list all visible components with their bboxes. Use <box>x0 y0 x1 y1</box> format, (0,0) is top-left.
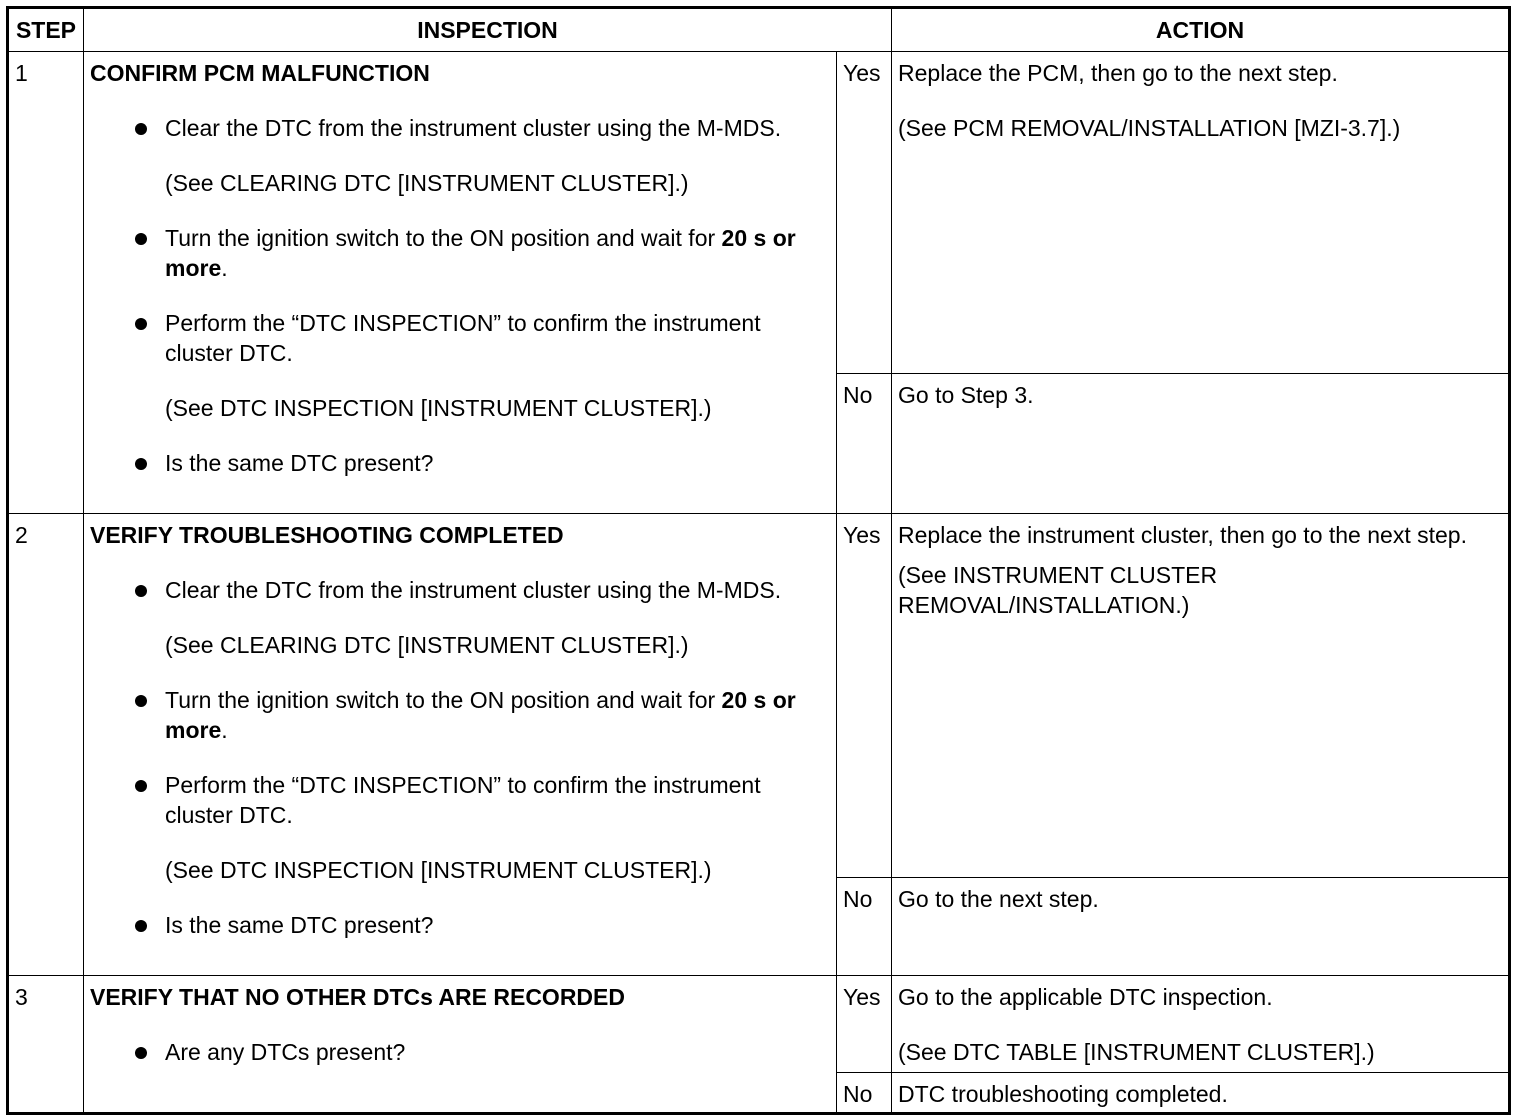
yes-action: Replace the PCM, then go to the next step. <box>898 60 1338 86</box>
yes-label: Yes <box>837 514 892 878</box>
step-1-yes-row <box>8 52 1510 374</box>
step-number: 1 <box>8 52 84 514</box>
bullet-item <box>90 448 830 478</box>
no-action-cell <box>892 878 1510 976</box>
bullet-item <box>90 223 830 283</box>
no-action: DTC troubleshooting completed. <box>898 1081 1228 1107</box>
inspection-title: VERIFY TROUBLESHOOTING COMPLETED <box>90 522 564 548</box>
no-action-cell <box>892 374 1510 514</box>
troubleshooting-table <box>6 6 1511 1115</box>
bullet-text-end: . <box>221 255 228 281</box>
inspection-title: VERIFY THAT NO OTHER DTCs ARE RECORDED <box>90 984 625 1010</box>
no-action-cell <box>892 1073 1510 1114</box>
reference-link[interactable]: (See INSTRUMENT CLUSTER REMOVAL/INSTALLATION.) <box>898 562 1218 618</box>
header-row <box>8 8 1510 52</box>
no-label: No <box>837 1073 892 1114</box>
bullet-item <box>90 113 830 198</box>
yes-label: Yes <box>837 976 892 1073</box>
bullet-item <box>90 575 830 660</box>
bullet-emphasis: 20 s or more <box>165 225 796 281</box>
no-action: Go to Step 3. <box>898 382 1034 408</box>
step-number: 2 <box>8 514 84 976</box>
header-step: STEP <box>8 8 84 52</box>
bullet-text: Is the same DTC present? <box>165 912 434 938</box>
bullet-emphasis: 20 s or more <box>165 687 796 743</box>
yes-action-cell <box>892 976 1510 1073</box>
bullet-text: Clear the DTC from the instrument cluster using the M-MDS. <box>165 577 782 603</box>
reference-link[interactable]: (See DTC INSPECTION [INSTRUMENT CLUSTER].) <box>165 857 712 883</box>
reference-link[interactable]: (See PCM REMOVAL/INSTALLATION [MZI-3.7].) <box>898 115 1401 141</box>
bullet-text: Are any DTCs present? <box>165 1039 406 1065</box>
reference-link[interactable]: (See DTC INSPECTION [INSTRUMENT CLUSTER].) <box>165 395 712 421</box>
inspection-cell <box>84 514 837 976</box>
inspection-bullets <box>90 1037 830 1067</box>
inspection-title: CONFIRM PCM MALFUNCTION <box>90 60 430 86</box>
step-3-yes-row <box>8 976 1510 1073</box>
header-action: ACTION <box>892 8 1510 52</box>
bullet-text: Clear the DTC from the instrument cluster using the M-MDS. <box>165 115 782 141</box>
yes-action-cell <box>892 514 1510 878</box>
inspection-cell <box>84 976 837 1114</box>
header-inspection: INSPECTION <box>84 8 892 52</box>
reference-link[interactable]: (See CLEARING DTC [INSTRUMENT CLUSTER].) <box>165 632 689 658</box>
no-action: Go to the next step. <box>898 886 1099 912</box>
inspection-bullets <box>90 113 830 478</box>
bullet-item <box>90 685 830 745</box>
yes-action: Replace the instrument cluster, then go to the next step. <box>898 522 1467 548</box>
inspection-cell <box>84 52 837 514</box>
bullet-item <box>90 910 830 940</box>
bullet-text: Turn the ignition switch to the ON position and wait for <box>165 225 722 251</box>
no-label: No <box>837 374 892 514</box>
yes-label: Yes <box>837 52 892 374</box>
bullet-text: Turn the ignition switch to the ON position and wait for <box>165 687 722 713</box>
reference-link[interactable]: (See CLEARING DTC [INSTRUMENT CLUSTER].) <box>165 170 689 196</box>
yes-action: Go to the applicable DTC inspection. <box>898 984 1273 1010</box>
bullet-item <box>90 1037 830 1067</box>
bullet-text-end: . <box>221 717 228 743</box>
yes-action-cell <box>892 52 1510 374</box>
step-2-yes-row <box>8 514 1510 878</box>
no-label: No <box>837 878 892 976</box>
bullet-text: Perform the “DTC INSPECTION” to confirm the instrument cluster DTC. <box>165 310 761 366</box>
bullet-text: Is the same DTC present? <box>165 450 434 476</box>
inspection-bullets <box>90 575 830 940</box>
bullet-item <box>90 770 830 885</box>
step-number: 3 <box>8 976 84 1114</box>
reference-link[interactable]: (See DTC TABLE [INSTRUMENT CLUSTER].) <box>898 1039 1375 1065</box>
bullet-text: Perform the “DTC INSPECTION” to confirm the instrument cluster DTC. <box>165 772 761 828</box>
bullet-item <box>90 308 830 423</box>
